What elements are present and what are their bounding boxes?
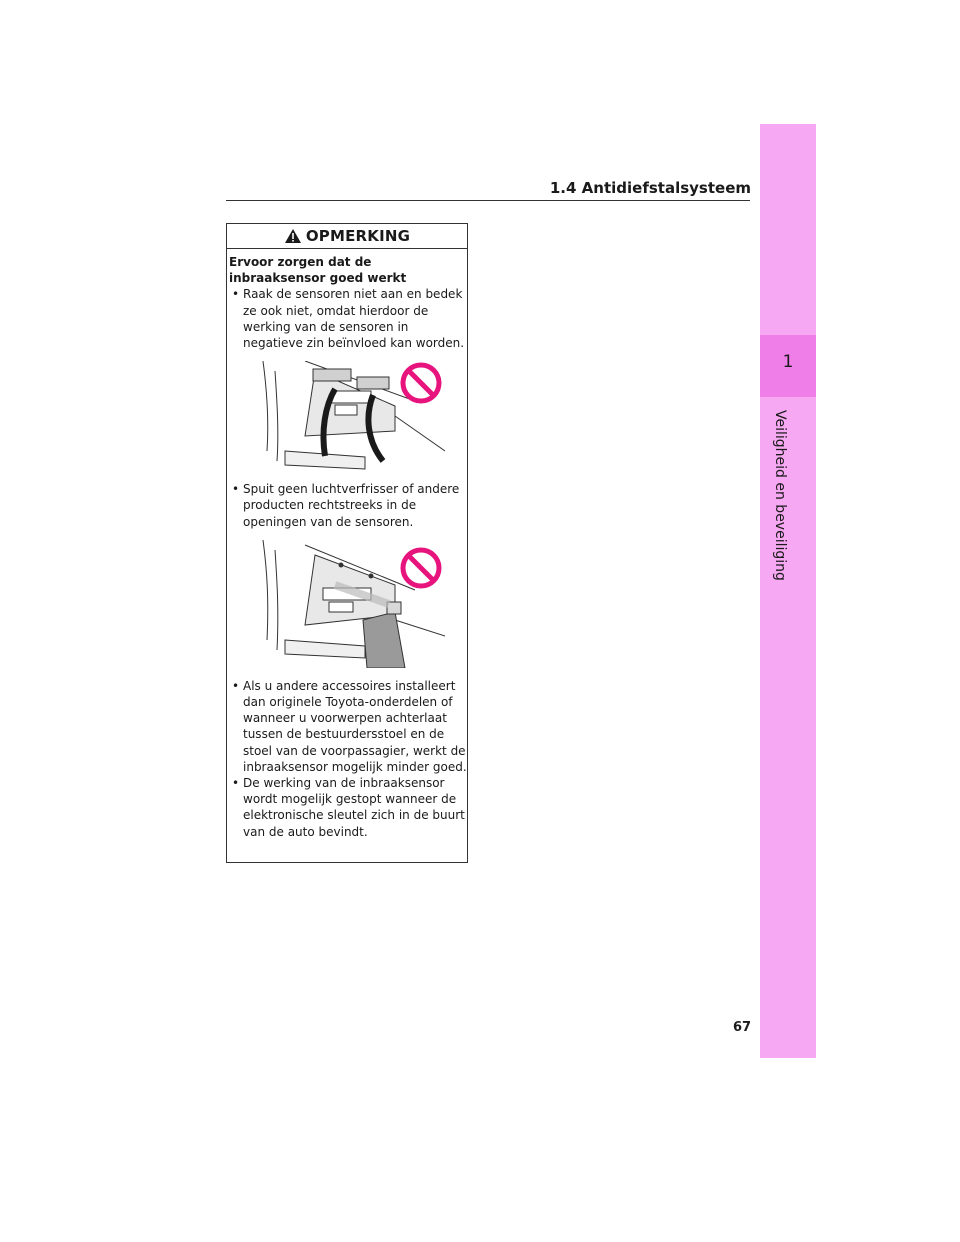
notice-header (227, 224, 467, 249)
bullet-item (229, 678, 467, 775)
bullet-dot: • (232, 678, 240, 693)
bullet-text: Raak de sensoren niet aan en bedek ze ook niet, omdat hierdoor de werking van de sensoren in negatieve zin beïnvloed kan worden. (243, 287, 465, 351)
notice-box (226, 223, 468, 863)
page-number: 67 (733, 1020, 752, 1035)
chapter-side-tab (760, 124, 816, 1058)
notice-body (227, 249, 467, 840)
notice-subheading: Ervoor zorgen dat de inbraaksensor goed werkt (229, 255, 407, 286)
header-divider (226, 200, 750, 201)
bullet-text: Spuit geen luchtverfrisser of andere producten rechtstreeks in de openingen van de sensoren. (243, 482, 460, 529)
bullet-item (229, 481, 467, 530)
chapter-number: 1 (782, 352, 794, 372)
bullet-text: Als u andere accessoires installeert dan originele Toyota-onderdelen of wanneer u voorwerpen achterlaat tussen de bestuurdersstoel en de stoel van de voorpassagier, werkt de inbraaksensor mogelijk minder goed. (243, 678, 467, 774)
bullet-dot: • (232, 482, 240, 497)
bullet-dot: • (232, 287, 240, 302)
section-header: 1.4 Antidiefstalsysteem (549, 179, 751, 197)
bullet-text: De werking van de inbraaksensor wordt mogelijk gestopt wanneer de elektronische sleutel zich in de buurt van de auto bevindt. (243, 776, 465, 839)
bullet-item (229, 286, 467, 351)
warning-triangle-icon (284, 228, 302, 244)
bullet-dot: • (232, 776, 240, 791)
chapter-title: Veiligheid en beveiliging (772, 410, 788, 581)
bullet-item (229, 775, 467, 840)
spray-prohibited-illustration (255, 540, 445, 668)
sensor-touch-illustration (255, 361, 445, 471)
notice-title: OPMERKING (305, 227, 411, 245)
